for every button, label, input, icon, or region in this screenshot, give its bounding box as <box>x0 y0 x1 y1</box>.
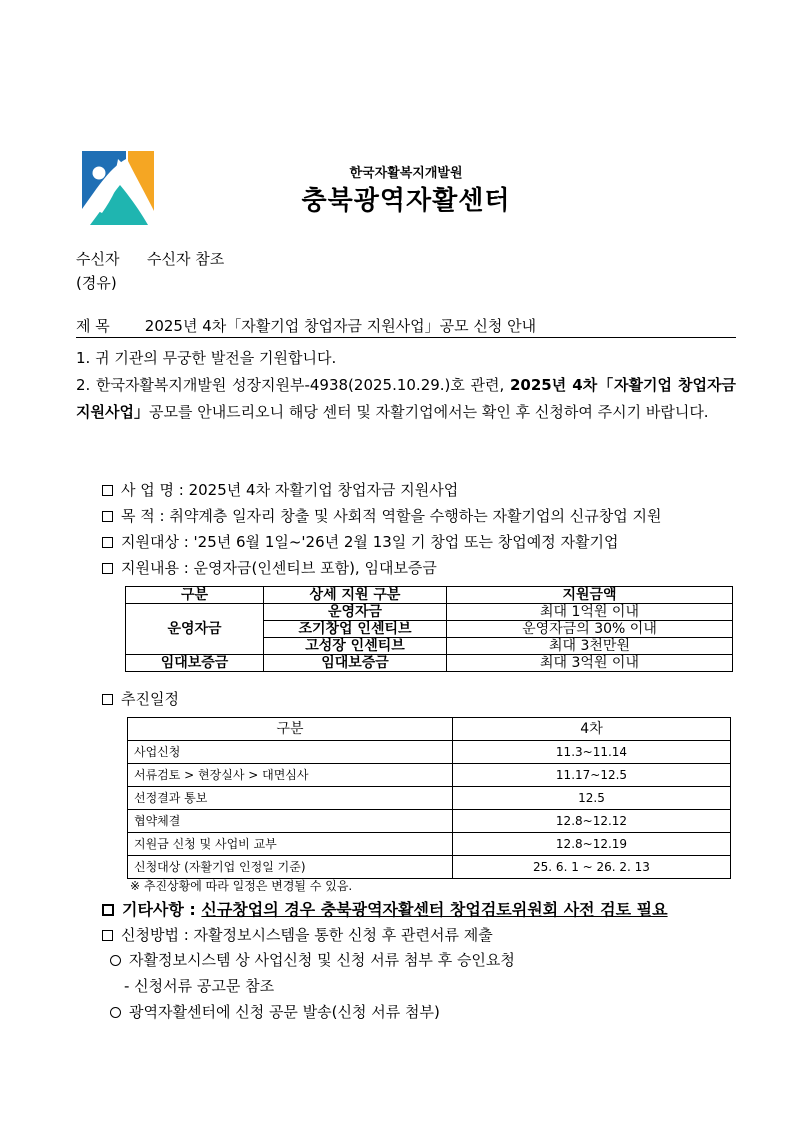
schedule-label-cell: 서류검토 > 현장실사 > 대면심사 <box>128 764 453 787</box>
schedule-value-cell: 25. 6. 1 ~ 26. 2. 13 <box>453 856 731 879</box>
amount-cell: 최대 3억원 이내 <box>447 655 733 672</box>
table-row <box>128 764 731 787</box>
detail-cell: 임대보증금 <box>264 655 447 672</box>
schedule-value-cell: 11.3~11.14 <box>453 741 731 764</box>
schedule-label-cell: 선정결과 통보 <box>128 787 453 810</box>
apply-method: 신청방법 : 자활정보시스템을 통한 신청 후 관련서류 제출 <box>102 924 493 945</box>
schedule-value-cell: 12.8~12.12 <box>453 810 731 833</box>
table-header-row <box>128 718 731 741</box>
detail-cell: 고성장 인센티브 <box>264 638 447 655</box>
schedule-value-cell: 12.5 <box>453 787 731 810</box>
schedule-value-cell: 12.8~12.19 <box>453 833 731 856</box>
detail-cell: 운영자금 <box>264 604 447 621</box>
apply-item-1-sub: - 신청서류 공고문 참조 <box>124 977 275 995</box>
recipient-line <box>76 248 224 269</box>
etc-label: 기타사항 : <box>122 900 202 919</box>
schedule-value-cell: 11.17~12.5 <box>453 764 731 787</box>
paragraph-2-post: 공모를 안내드리오니 해당 센터 및 자활기업에서는 확인 후 신청하여 주시기 바랍니다. <box>148 403 709 421</box>
overview-purpose: 목 적 : 취약계층 일자리 창출 및 사회적 역할을 수행하는 자활기업의 신규창업 지원 <box>102 505 661 526</box>
table-row <box>128 810 731 833</box>
table-row <box>128 833 731 856</box>
table-header-cell: 구분 <box>126 587 264 604</box>
checkbox-icon <box>102 930 113 941</box>
org-subtitle: 한국자활복지개발원 <box>349 166 463 181</box>
checkbox-icon <box>102 537 113 548</box>
amount-cell: 최대 3천만원 <box>447 638 733 655</box>
paragraph-2 <box>76 372 736 426</box>
recipient-label: 수신자 <box>76 250 120 268</box>
group-cell: 운영자금 <box>126 604 264 655</box>
subject-divider <box>76 337 736 338</box>
schedule-table <box>127 717 731 879</box>
schedule-label-cell: 사업신청 <box>128 741 453 764</box>
table-row <box>128 787 731 810</box>
circle-bullet-icon <box>110 1007 121 1018</box>
overview-target: 지원대상 : '25년 6월 1일~'26년 2월 13일 기 창업 또는 창업예정 자활기업 <box>102 531 618 552</box>
table-header-cell: 4차 <box>453 718 731 741</box>
checkbox-icon <box>102 563 113 574</box>
table-row <box>126 604 733 621</box>
apply-item-2: 광역자활센터에 신청 공문 발송(신청 서류 첨부) <box>110 1001 440 1022</box>
table-row <box>126 655 733 672</box>
etc-text: 신규창업의 경우 충북광역자활센터 창업검토위원회 사전 검토 필요 <box>201 900 668 919</box>
paragraph-2-pre: 2. 한국자활복지개발원 성장지원부-4938(2025.10.29.)호 관련, <box>76 376 510 394</box>
checkbox-icon <box>102 511 113 522</box>
overview-content: 지원내용 : 운영자금(인센티브 포함), 임대보증금 <box>102 557 437 578</box>
checkbox-icon <box>102 694 113 705</box>
subject-text: 2025년 4차「자활기업 창업자금 지원사업」공모 신청 안내 <box>144 317 537 335</box>
subject-line <box>76 315 536 336</box>
schedule-label-cell: 협약체결 <box>128 810 453 833</box>
schedule-label-cell: 신청대상 (자활기업 인정일 기준) <box>128 856 453 879</box>
amount-cell: 최대 1억원 이내 <box>447 604 733 621</box>
detail-cell: 조기창업 인센티브 <box>264 621 447 638</box>
via-line: (경유) <box>76 274 117 292</box>
support-table <box>125 586 733 672</box>
checkbox-icon <box>102 904 114 916</box>
org-title: 충북광역자활센터 <box>301 186 511 216</box>
etc-line <box>102 897 668 920</box>
table-header-cell: 상세 지원 구분 <box>264 587 447 604</box>
checkbox-icon <box>102 485 113 496</box>
recipient-value: 수신자 참조 <box>147 250 225 268</box>
table-row <box>128 741 731 764</box>
overview-business-name: 사 업 명 : 2025년 4차 자활기업 창업자금 지원사업 <box>102 479 458 500</box>
table-header-cell: 지원금액 <box>447 587 733 604</box>
subject-label: 제 목 <box>76 317 110 335</box>
paragraph-1: 1. 귀 기관의 무궁한 발전을 기원합니다. <box>76 349 337 367</box>
schedule-note: ※ 추진상황에 따라 일정은 변경될 수 있음. <box>130 879 353 893</box>
amount-cell: 운영자금의 30% 이내 <box>447 621 733 638</box>
table-header-row <box>126 587 733 604</box>
apply-item-1: 자활정보시스템 상 사업신청 및 신청 서류 첨부 후 승인요청 <box>110 949 515 970</box>
circle-bullet-icon <box>110 955 121 966</box>
group-cell: 임대보증금 <box>126 655 264 672</box>
paragraph-2-bold: 2025년 4차「자활기업 창업자금 지원사업」 <box>76 376 736 421</box>
table-header-cell: 구분 <box>128 718 453 741</box>
table-row <box>128 856 731 879</box>
schedule-title: 추진일정 <box>102 688 179 709</box>
schedule-label-cell: 지원금 신청 및 사업비 교부 <box>128 833 453 856</box>
